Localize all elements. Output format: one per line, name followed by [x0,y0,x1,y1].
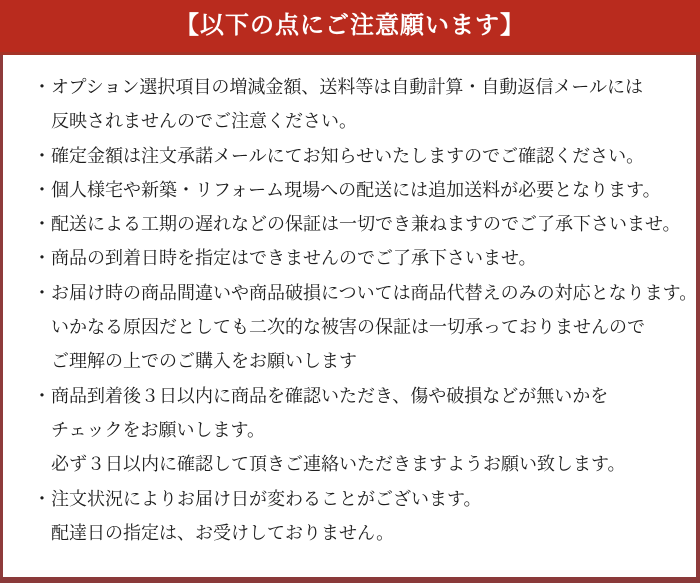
notice-item [33,276,698,379]
notice-item [33,379,686,482]
notice-item [33,139,686,173]
notice-item [33,482,686,551]
footer-bar [0,577,700,583]
notice-item [33,207,686,241]
notice-line-continuation: 反映されませんのでご注意ください。 [51,111,357,132]
notice-line-bullet: ・確定金額は注文承諾メールにてお知らせいたしますのでご確認ください。 [33,139,686,173]
notice-line-continuation: 配達日の指定は、お受けしておりません。 [51,522,395,543]
notice-line-continuation: 必ず３日以内に確認して頂きご連絡いただきますようお願い致します。 [51,454,626,475]
notice-line-bullet: ・注文状況によりお届け日が変わることがございます。 [33,482,686,516]
notice-line-bullet: ・配送による工期の遅れなどの保証は一切でき兼ねますのでご了承下さいませ。 [33,207,686,241]
bullet-marker: ・ [33,145,51,166]
bullet-marker: ・ [33,77,51,97]
notice-header [0,0,700,55]
notice-line-continuation: いかなる原因だとしても二次的な被害の保証は一切承っておりませんので [51,317,645,338]
bullet-marker: ・ [33,248,51,269]
bullet-marker: ・ [33,214,51,235]
notice-line-bullet: ・オプション選択項目の増減金額、送料等は自動計算・自動返信メールには [33,70,686,104]
bullet-marker: ・ [33,179,51,200]
notice-line-bullet: ・お届け時の商品間違いや商品破損については商品代替えのみの対応となります。 [33,276,686,310]
notice-item [33,173,686,207]
bullet-marker: ・ [33,385,51,406]
notice-line-bullet: ・商品到着後３日以内に商品を確認いただき、傷や破損などが無いかを [33,379,686,413]
notice-content [0,55,700,580]
notice-line-continuation: チェックをお願いします。 [51,419,266,440]
notice-item [33,241,686,275]
bullet-marker: ・ [33,282,51,303]
notice-line-continuation: ご理解の上でのご購入をお願いします [51,351,357,372]
notice-line-bullet: ・商品の到着日時を指定はできませんのでご了承下さいませ。 [33,241,686,275]
notice-line-bullet: ・個人様宅や新築・リフォーム現場への配送には追加送料が必要となります。 [33,173,686,207]
notice-item [33,70,686,139]
page-title: 【以下の点にご注意願います】 [175,12,525,39]
notice-list [33,70,698,550]
bullet-marker: ・ [33,488,51,509]
